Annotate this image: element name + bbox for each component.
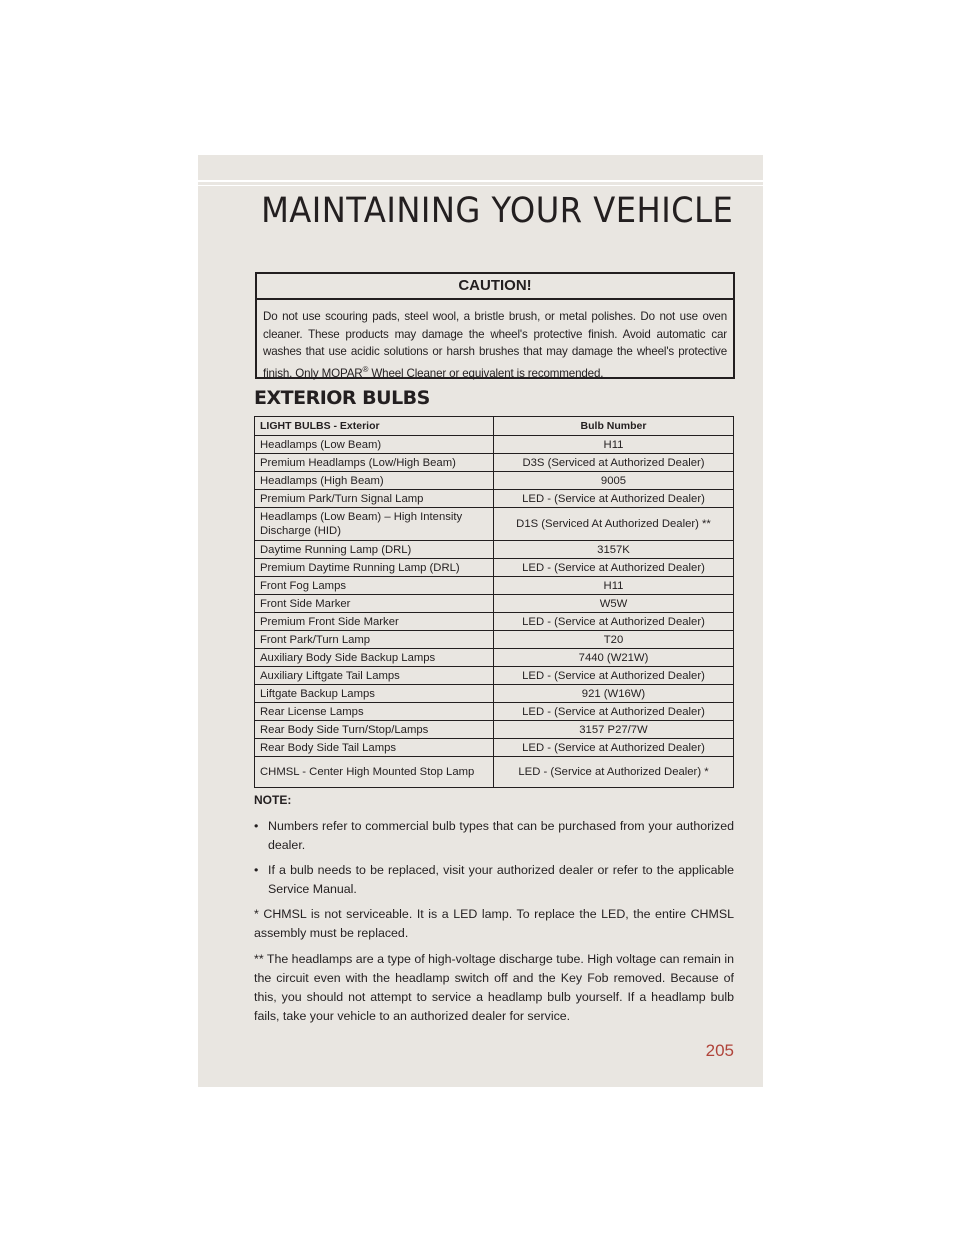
- bulb-location-cell: Rear Body Side Turn/Stop/Lamps: [255, 721, 494, 739]
- note-label: NOTE:: [254, 793, 292, 807]
- bulb-number-cell: 7440 (W21W): [494, 649, 734, 667]
- table-row: [255, 667, 734, 685]
- bulb-number-cell: T20: [494, 631, 734, 649]
- bulb-location-cell: Front Park/Turn Lamp: [255, 631, 494, 649]
- note-bullet-text: If a bulb needs to be replaced, visit your authorized dealer or refer to the applicable Service Manual.: [268, 863, 734, 896]
- registered-mark: ®: [362, 364, 369, 374]
- table-row: [255, 490, 734, 508]
- caution-title: CAUTION!: [257, 274, 733, 300]
- column-header-light-bulbs: LIGHT BULBS - Exterior: [255, 417, 494, 436]
- table-row: [255, 631, 734, 649]
- bulb-number-cell: 3157K: [494, 541, 734, 559]
- bulb-location-cell: Daytime Running Lamp (DRL): [255, 541, 494, 559]
- table-row: [255, 649, 734, 667]
- bullet-icon: •: [254, 819, 259, 833]
- table-row: [255, 541, 734, 559]
- note-bullet: [254, 817, 734, 855]
- bulb-number-cell: 9005: [494, 472, 734, 490]
- table-row: [255, 703, 734, 721]
- bulb-location-cell: Premium Front Side Marker: [255, 613, 494, 631]
- table-row: [255, 613, 734, 631]
- bulb-location-cell: Headlamps (Low Beam): [255, 436, 494, 454]
- bulb-location-cell: Liftgate Backup Lamps: [255, 685, 494, 703]
- bulb-location-cell: Rear Body Side Tail Lamps: [255, 739, 494, 757]
- note-bullet-text: Numbers refer to commercial bulb types that can be purchased from your authorized dealer.: [268, 819, 734, 852]
- bulb-number-cell: 921 (W16W): [494, 685, 734, 703]
- table-row: [255, 577, 734, 595]
- manual-page: [198, 155, 763, 1087]
- exterior-bulbs-table: [254, 416, 734, 788]
- header-rule-thin: [198, 185, 763, 186]
- caution-box: [255, 272, 735, 379]
- table-row: [255, 721, 734, 739]
- bulb-location-cell: Front Side Marker: [255, 595, 494, 613]
- caution-text-main: Do not use scouring pads, steel wool, a bristle brush, or metal polishes. Do not use oven cleaner. These products may damage the wheel's protective finish. Avoid automatic car washes that use acidic solutions or harsh brushes that may damage the wheel's protective finish. Only MOPAR: [263, 310, 727, 380]
- bulb-number-cell: D3S (Serviced at Authorized Dealer): [494, 454, 734, 472]
- bulb-number-cell: D1S (Serviced At Authorized Dealer) **: [494, 508, 734, 541]
- page-number: 205: [705, 1041, 734, 1060]
- table-body: [255, 436, 734, 788]
- section-title: MAINTAINING YOUR VEHICLE: [260, 191, 733, 231]
- bulb-location-cell: Front Fog Lamps: [255, 577, 494, 595]
- table-row: [255, 436, 734, 454]
- bulb-location-cell: Auxiliary Body Side Backup Lamps: [255, 649, 494, 667]
- caution-text-end: Wheel Cleaner or equivalent is recommended.: [368, 366, 604, 380]
- exterior-bulbs-heading: EXTERIOR BULBS: [254, 387, 430, 409]
- bulb-location-cell: Headlamps (Low Beam) – High Intensity Discharge (HID): [255, 508, 494, 541]
- note-bullet: [254, 861, 734, 899]
- notes-section: [254, 791, 734, 1033]
- bulb-number-cell: W5W: [494, 595, 734, 613]
- column-header-bulb-number: Bulb Number: [494, 417, 734, 436]
- bulb-location-cell: Headlamps (High Beam): [255, 472, 494, 490]
- bulb-number-cell: LED - (Service at Authorized Dealer): [494, 613, 734, 631]
- bulb-number-cell: 3157 P27/7W: [494, 721, 734, 739]
- bulb-number-cell: LED - (Service at Authorized Dealer): [494, 490, 734, 508]
- table-row: [255, 472, 734, 490]
- bulb-number-cell: LED - (Service at Authorized Dealer) *: [494, 757, 734, 788]
- bulb-location-cell: Premium Headlamps (Low/High Beam): [255, 454, 494, 472]
- bulb-location-cell: Auxiliary Liftgate Tail Lamps: [255, 667, 494, 685]
- footnote-headlamps: ** The headlamps are a type of high-voltage discharge tube. High voltage can remain in the circuit even with the headlamp switch off and the Key Fob removed. Because of this, you should not attempt to service a headlamp bulb yourself. If a headlamp bulb fails, take your vehicle to an authorized dealer for service.: [254, 952, 734, 1023]
- bulb-number-cell: LED - (Service at Authorized Dealer): [494, 667, 734, 685]
- table-row: [255, 508, 734, 541]
- bulb-number-cell: LED - (Service at Authorized Dealer): [494, 559, 734, 577]
- footnote-chmsl: * CHMSL is not serviceable. It is a LED lamp. To replace the LED, the entire CHMSL assembly must be replaced.: [254, 907, 734, 940]
- bulb-number-cell: LED - (Service at Authorized Dealer): [494, 703, 734, 721]
- bulb-location-cell: Premium Park/Turn Signal Lamp: [255, 490, 494, 508]
- table-row: [255, 739, 734, 757]
- bulb-location-cell: Premium Daytime Running Lamp (DRL): [255, 559, 494, 577]
- bulb-location-cell: Rear License Lamps: [255, 703, 494, 721]
- bulb-location-cell: CHMSL - Center High Mounted Stop Lamp: [255, 757, 494, 788]
- bullet-icon: •: [254, 863, 259, 877]
- bulb-number-cell: LED - (Service at Authorized Dealer): [494, 739, 734, 757]
- caution-text: [257, 300, 733, 382]
- table-row: [255, 559, 734, 577]
- table-row: [255, 757, 734, 788]
- table-row: [255, 595, 734, 613]
- table-header-row: [255, 417, 734, 436]
- table-row: [255, 685, 734, 703]
- header-rule: [198, 180, 763, 182]
- bulb-number-cell: H11: [494, 436, 734, 454]
- table-row: [255, 454, 734, 472]
- bulb-number-cell: H11: [494, 577, 734, 595]
